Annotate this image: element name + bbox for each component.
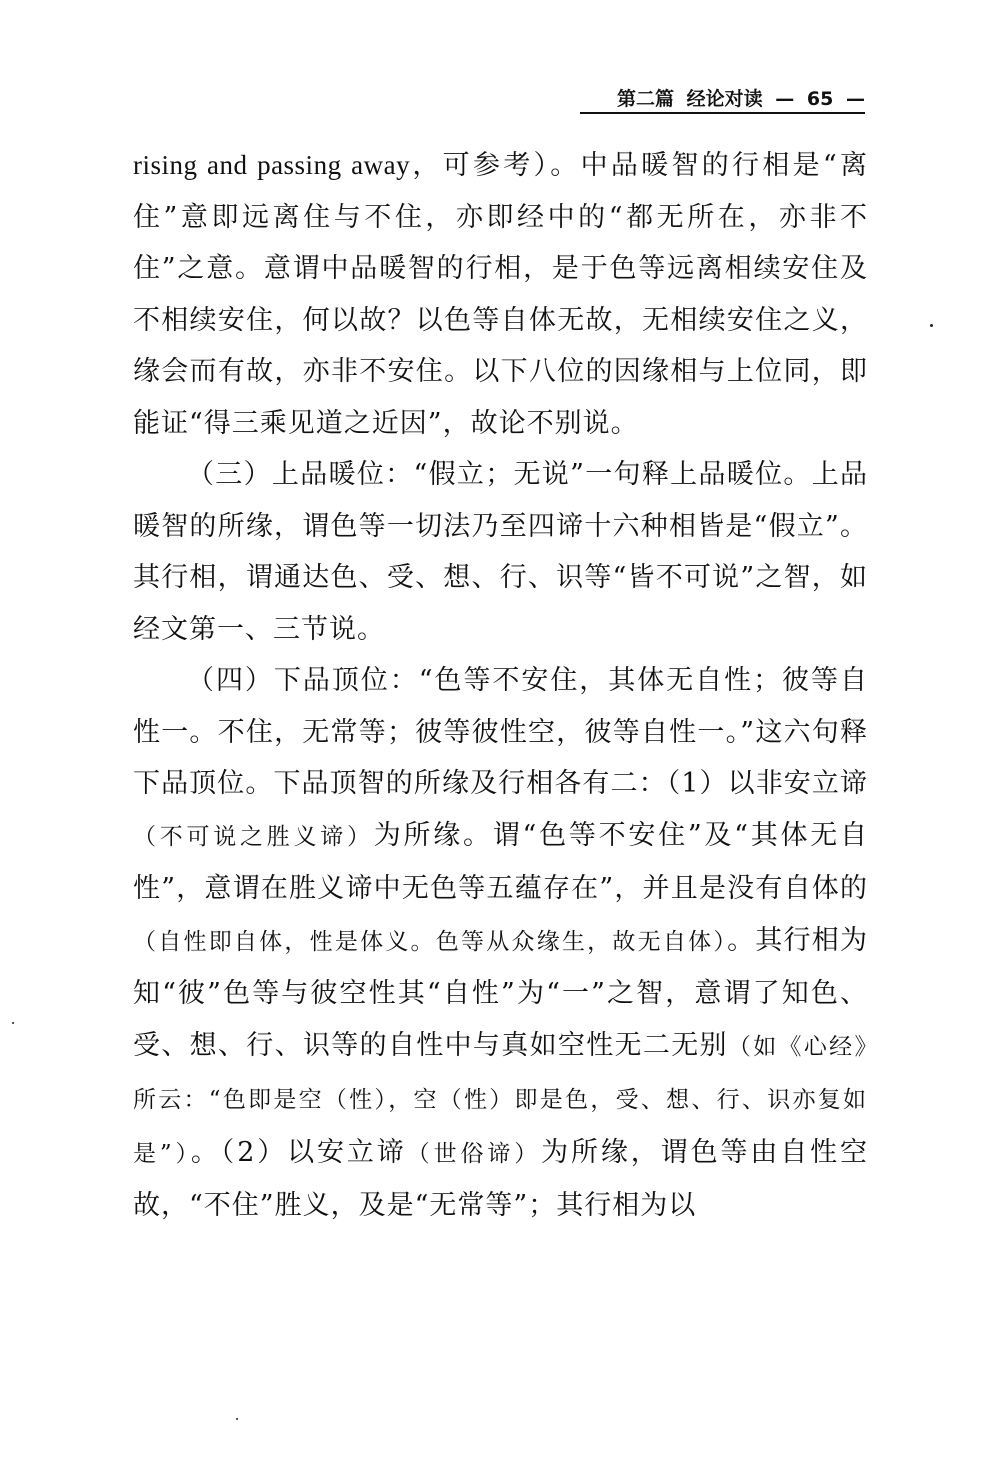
annotation: （不可说之胜义谛） — [133, 823, 374, 850]
part-label: 第二篇 — [617, 88, 675, 110]
header-rule — [580, 112, 865, 114]
paragraph-1 — [133, 140, 868, 449]
paragraph-3 — [133, 655, 868, 1232]
annotation: （如《心经》所云：“色即是空（性），空（性）即是色，受、想、行、识亦复如是”） — [133, 1033, 869, 1167]
segment: rising and passing away — [133, 150, 411, 180]
annotation: （世俗谛） — [406, 1140, 542, 1167]
segment: ，可参考）。中品暖智的行相是“离住”意即远离住与不住，亦即经中的“都无所在，亦非不住”之意。意谓中品暖智的行相，是于色等远离相续安住及不相续安住，何以故？以色等自体无故，无相续安住之义，缘会而有故，亦非不安住。以下八位的因缘相与上位同，即能证“得三乘见道之近因”，故论不别说。 — [133, 150, 868, 439]
segment: （三）上品暖位：“假立；无说”一句释上品暖位。上品暖智的所缘，谓色等一切法乃至四谛十六种相皆是“假立”。其行相，谓通达色、受、想、行、识等“皆不可说”之智，如经文第一、三节说。 — [133, 459, 868, 645]
scan-speck — [236, 1418, 238, 1420]
scan-speck — [930, 324, 933, 327]
dash-left: — — [775, 88, 795, 110]
dash-right: — — [846, 88, 865, 110]
segment: 。（2）以安立谛 — [190, 1136, 407, 1168]
segment: 。其行相为知“彼”色等与彼空性其“自性”为“一”之智，意谓了知色、受、想、行、识等的自性中与真如空性无二无别 — [133, 924, 869, 1061]
page-number: 65 — [806, 88, 834, 110]
running-head — [560, 84, 865, 114]
body-text — [133, 140, 868, 1232]
segment: 为所缘，谓色等由自性空故，“不住”胜义，及是“无常等”；其行相为以 — [133, 1136, 869, 1221]
section-label: 经论对读 — [686, 88, 763, 110]
segment: 为所缘。谓“色等不安住”及“其体无自性”，意谓在胜义谛中无色等五蕴存在”，并且是没有自体的 — [133, 819, 868, 904]
paragraph-2 — [133, 449, 868, 655]
annotation: （自性即自体，性是体义。色等从众缘生，故无自体） — [133, 928, 728, 955]
scan-speck — [12, 1022, 14, 1024]
segment: （四）下品顶位：“色等不安住，其体无自性；彼等自性一。不住，无常等；彼等彼性空，彼等自性一。”这六句释下品顶位。下品顶智的所缘及行相各有二：（1）以非安立谛 — [133, 665, 868, 799]
